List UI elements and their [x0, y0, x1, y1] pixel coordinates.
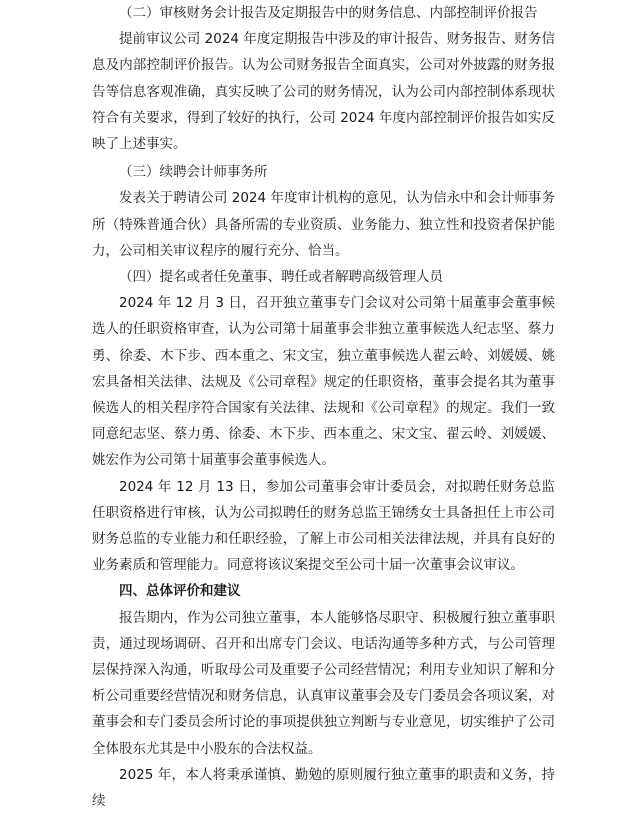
paragraph-reappoint-auditor: 发表关于聘请公司 2024 年度审计机构的意见，认为信永中和会计师事务所（特殊普通合伙）具备所需的专业资质、业务能力、独立性和投资者保护能力，公司相关审议程序的履行充分、恰当。 [92, 190, 555, 259]
paragraph-2025-outlook: 2025 年，本人将秉承谨慎、勤勉的原则履行独立董事的职责和义务，持续 [92, 766, 555, 810]
section-heading-overall-evaluation: 四、总体评价和建议 [119, 583, 241, 600]
paragraph-overall-evaluation: 报告期内，作为公司独立董事，本人能够恪尽职守、积极履行独立董事职责，通过现场调研、召开和出席专门会议、电话沟通等多种方式，与公司管理层保持深入沟通，听取母公司及重要子公司经营情况；利用专业知识了解和分析公司重要经营情况和财务信息，认真审议董事会及专门委员会各项议案，对董事会和专门委员会所讨论的事项提供独立判断与专业意见，切实维护了公司全体股东尤其是中小股东的合法权益。 [92, 609, 555, 757]
section-heading-audit-review: （二）审核财务会计报告及定期报告中的财务信息、内部控制评价报告 [119, 5, 538, 21]
section-heading-reappoint-auditor: （三）续聘会计师事务所 [119, 164, 268, 181]
paragraph-nominate-directors: 2024 年 12 月 3 日，召开独立董事专门会议对公司第十届董事会董事候选人的任职资格审查，认为公司第十届董事会非独立董事候选人纪志坚、蔡力勇、徐委、木下步、西本重之、宋文宝，独立董事候选人翟云岭、刘媛媛、姚宏具备相关法律、法规及《公司章程》规定的任职资格，董事会提名其为董事候选人的相关程序符合国家有关法律、法规和《公司章程》的规定。我们一致同意纪志坚、蔡力勇、徐委、木下步、西本重之、宋文宝、翟云岭、刘媛媛、姚宏作为公司第十届董事会董事候选人。 [92, 295, 555, 469]
paragraph-appoint-cfo: 2024 年 12 月 13 日，参加公司董事会审计委员会，对拟聘任财务总监任职资格进行审核，认为公司拟聘任的财务总监王锦绣女士具备担任上市公司财务总监的专业能力和任职经验，了解上市公司相关法律法规，并具有良好的业务素质和管理能力。同意将该议案提交至公司十届一次董事会议审议。 [92, 478, 555, 574]
paragraph-audit-review: 提前审议公司 2024 年度定期报告中涉及的审计报告、财务报告、财务信息及内部控制评价报告。认为公司财务报告全面真实，公司对外披露的财务报告等信息客观准确，真实反映了公司的财务情况，认为公司内部控制体系现状符合有关要求，得到了较好的执行，公司 2024 年度内部控制评价报告如实反映了上述事实。 [92, 31, 555, 153]
section-heading-nominate-directors: （四）提名或者任免董事、聘任或者解聘高级管理人员 [119, 269, 443, 286]
